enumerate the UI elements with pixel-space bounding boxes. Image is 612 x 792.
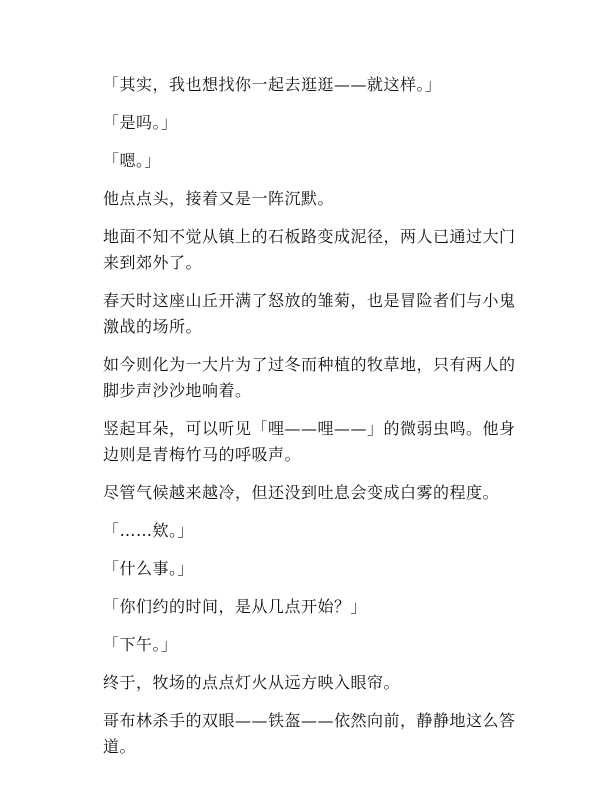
paragraph: 他点点头，接着又是一阵沉默。 (103, 189, 335, 208)
paragraph: 终于，牧场的点点灯火从远方映入眼帘。 (103, 673, 401, 692)
paragraph: 「什么事。」 (103, 559, 195, 578)
paragraph: 「……欸。」 (103, 521, 195, 540)
paragraph: 「嗯。」 (103, 151, 162, 170)
paragraph: 「其实，我也想找你一起去逛逛——就这样。」 (103, 75, 442, 94)
paragraph: 竖起耳朵，可以听见「哩——哩——」的微弱虫鸣。他身边则是青梅竹马的呼吸声。 (103, 419, 516, 464)
paragraph: 地面不知不觉从镇上的石板路变成泥径，两人已通过大门来到郊外了。 (103, 227, 516, 272)
paragraph: 春天时这座山丘开满了怒放的雏菊，也是冒险者们与小鬼激战的场所。 (103, 291, 516, 336)
paragraph: 「下午。」 (103, 635, 178, 654)
paragraph: 哥布林杀手的双眼——铁盔——依然向前，静静地这么答道。 (103, 711, 516, 756)
paragraph: 尽管气候越来越冷，但还没到吐息会变成白雾的程度。 (103, 483, 500, 502)
paragraph: 「你们约的时间，是从几点开始？」 (103, 597, 368, 616)
paragraph: 「是吗。」 (103, 113, 178, 132)
body-text (103, 72, 523, 772)
paragraph: 如今则化为一大片为了过冬而种植的牧草地，只有两人的脚步声沙沙地响着。 (103, 355, 516, 400)
